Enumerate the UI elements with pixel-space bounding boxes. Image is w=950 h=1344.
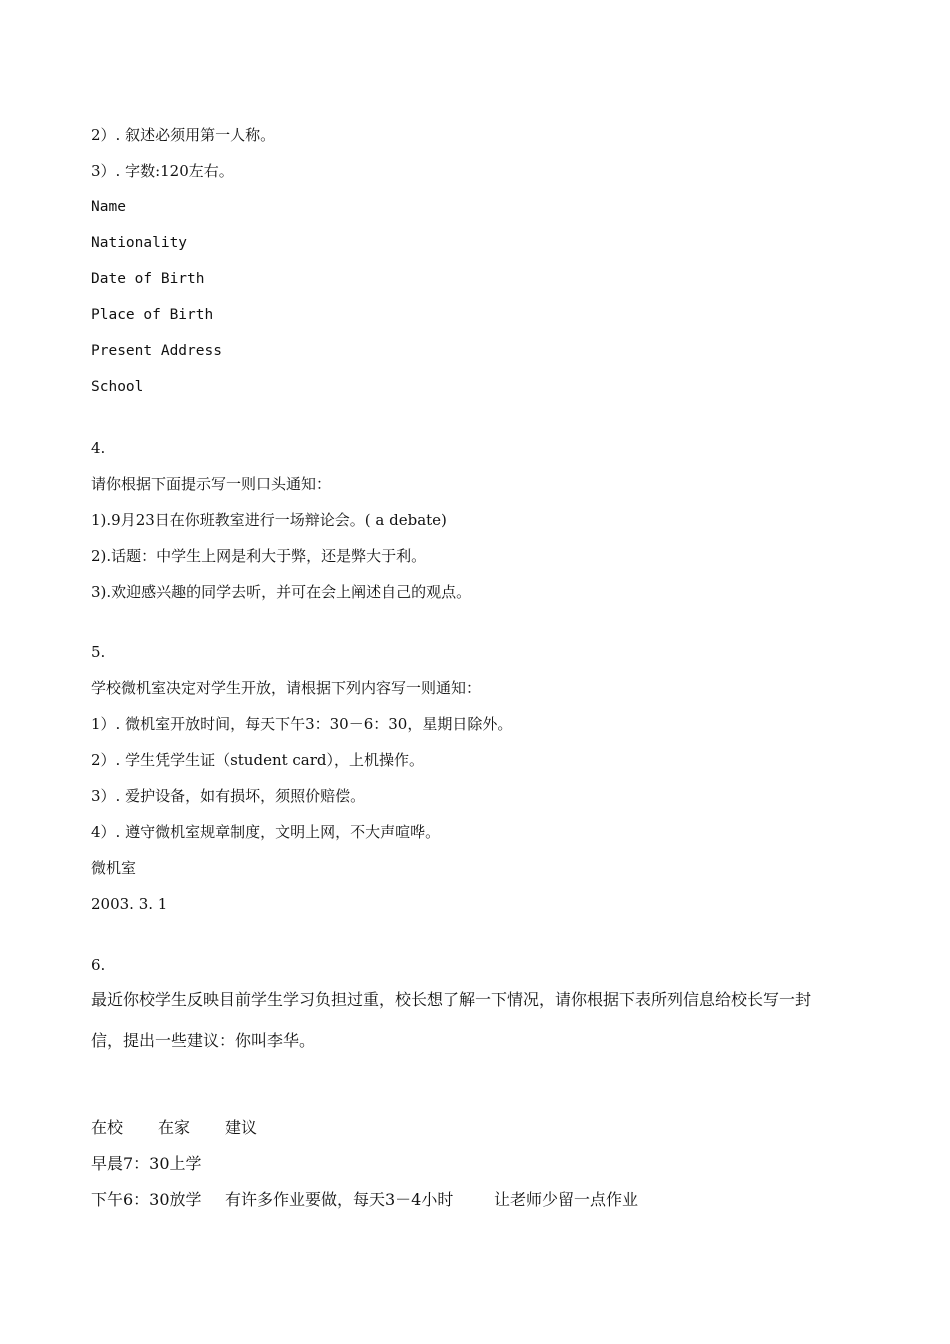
section3-item-2: 2）. 叙述必须用第一人称。: [91, 126, 276, 144]
section5-number: 5.: [91, 643, 106, 661]
section4-number: 4.: [91, 439, 106, 457]
table-cell-morning: 早晨7：30上学: [91, 1154, 202, 1173]
section6-intro-line2: 信，提出一些建议：你叫李华。: [91, 1031, 316, 1050]
section4-item-1: 1).9月23日在你班教室进行一场辩论会。( a debate): [91, 511, 447, 529]
section6-number: 6.: [91, 956, 106, 974]
section5-item-1: 1）. 微机室开放时间，每天下午3：30－6：30，星期日除外。: [91, 715, 513, 733]
section6-intro-line1: 最近你校学生反映目前学生学习负担过重，校长想了解一下情况，请你根据下表所列信息给校长写一封: [91, 990, 812, 1009]
section5-item-3: 3）. 爱护设备，如有损坏，须照价赔偿。: [91, 787, 366, 805]
field-place-of-birth: Place of Birth: [91, 307, 214, 323]
section5-intro: 学校微机室决定对学生开放，请根据下列内容写一则通知：: [91, 679, 482, 697]
field-name: Name: [91, 199, 126, 215]
table-cell-advice: 让老师少留一点作业: [494, 1190, 639, 1209]
field-school: School: [91, 379, 144, 395]
table-header-suggestion: 建议: [225, 1118, 258, 1137]
section4-intro: 请你根据下面提示写一则口头通知：: [91, 475, 332, 493]
section5-item-4: 4）. 遵守微机室规章制度，文明上网，不大声喧哗。: [91, 823, 441, 841]
field-date-of-birth: Date of Birth: [91, 271, 205, 287]
field-present-address: Present Address: [91, 343, 222, 359]
field-nationality: Nationality: [91, 235, 188, 251]
section3-item-3: 3）. 字数:120左右。: [91, 162, 234, 180]
table-cell-homework: 有许多作业要做，每天3－4小时: [225, 1190, 454, 1209]
section5-item-2: 2）. 学生凭学生证（student card），上机操作。: [91, 751, 425, 769]
section4-item-2: 2).话题：中学生上网是利大于弊，还是弊大于利。: [91, 547, 427, 565]
table-header-home: 在家: [158, 1118, 191, 1137]
section4-item-3: 3).欢迎感兴趣的同学去听，并可在会上阐述自己的观点。: [91, 583, 472, 601]
table-header-school: 在校: [91, 1118, 124, 1137]
section5-signature: 微机室: [91, 859, 137, 877]
section5-date: 2003. 3. 1: [91, 895, 168, 913]
table-cell-afternoon: 下午6：30放学: [91, 1190, 202, 1209]
